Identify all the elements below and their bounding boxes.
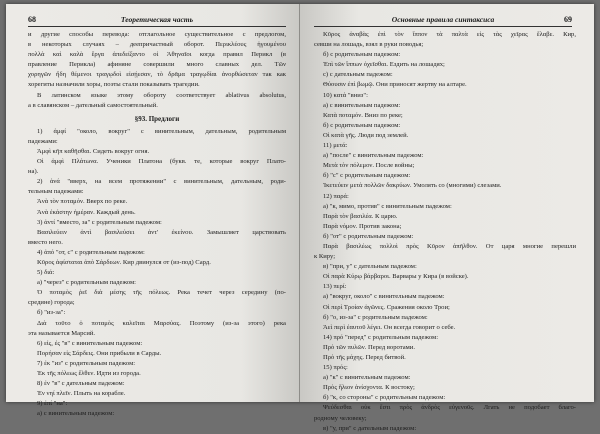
text-line: 10) κατά "вниз":: [323, 91, 368, 99]
left-page-body: [28, 30, 286, 419]
right-page: [300, 4, 594, 432]
text-line: 2) ἀνά "вверх, на всем протяжении" с винительным, дательным, роди-: [37, 178, 286, 186]
text-line: Πρὸ τῶν πυλῶν. Перед воротами.: [323, 343, 415, 351]
text-line: б) "от" с родительным падежом:: [323, 232, 414, 240]
text-line: б) с родительным падежом:: [323, 51, 401, 59]
left-page-number: 68: [28, 15, 36, 24]
text-line: Ἀεὶ περὶ ἐαυτοῦ λέγει. Он всегда говорит о себе.: [323, 323, 456, 331]
text-line: средине) города;: [28, 299, 75, 307]
text-line: 11) μετά:: [323, 142, 348, 150]
text-line: Ἀνὰ ἑκάστην ἡμέραν. Каждый день.: [37, 208, 136, 216]
text-line: Πρὸ τῆς μάχης. Перед битвой.: [323, 354, 406, 361]
text-line: Θύουσιν ἐπὶ βωμῷ. Они приносят жертву на алтаре.: [323, 81, 467, 89]
text-line: Μετὰ τὸν πόλεμον. После войны;: [323, 162, 415, 170]
left-page-title: Теоретическая часть: [120, 15, 194, 24]
text-line: б) "с" с родительным падежом:: [323, 172, 411, 180]
text-line: севши на лошадь, взял в руки поводья;: [314, 41, 424, 49]
text-line: Οἱ ἀμφὶ Πλάτωνα. Ученики Платона (букв. те, которые вокруг Плато-: [37, 158, 286, 166]
text-line: в) "у, при" с дательным падежом:: [323, 424, 417, 432]
text-line: а) "к, мимо, против" с винительным падежом:: [323, 202, 452, 210]
text-line: Ψεύδεσθαι οὐκ ἔστι πρὸς ἀνδρὸς εὐγενοῦς. Лгать не подобает благо-: [323, 404, 576, 412]
text-line: Ὁ ποταμὸς ῥεῖ διὰ μέσης τῆς πόλεως. Река течет через середину (по-: [37, 289, 286, 297]
text-line: в) "при, у" с дательным падежом:: [323, 263, 417, 271]
text-line: б) с родительным падежом:: [323, 121, 401, 129]
text-line: 9) ἐπί "на":: [37, 400, 68, 408]
text-line: Ἀνὰ τὸν ποταμόν. Вверх по реке.: [37, 198, 128, 206]
right-page-body: [314, 30, 576, 434]
text-line: 3) ἀντί "вместо, за" с родительным падежом:: [37, 218, 162, 226]
text-line: б) "из-за":: [37, 309, 66, 317]
text-line: πολλὰ καὶ καλὰ ἔργα ἀπεδείξαντο οἱ Ἀθηναῖοι когда правил Перикл (в: [28, 51, 286, 59]
text-line: Πρὸς ἥλιον ἀνίσχοντα. К востоку;: [323, 384, 415, 392]
text-line: правление Перикла) афиняне совершили много славных дел. Τῶν: [28, 61, 286, 69]
text-line: 12) παρά:: [323, 192, 349, 200]
left-page: [6, 4, 300, 418]
text-line: с) с дательным падежом:: [323, 71, 393, 79]
right-page-header: [314, 14, 572, 27]
text-line: 14) πρό "перед" с родительным падежом:: [323, 333, 439, 341]
text-line: Παρὰ βασιλέως πολλοὶ πρὸς Κῦρον ἀπῆλθον. От царя многие перешли: [323, 242, 576, 250]
text-line: Ἀμφὶ κῆπ καθῆσθαι. Сидеть вокруг огня.: [37, 147, 150, 155]
section-heading: §93. Предлоги: [134, 114, 180, 123]
text-line: б) "о, из-за" с родительным падежом:: [323, 313, 428, 321]
text-line: 4) ἀπό "от, с" с родительным падежом:: [37, 248, 145, 256]
text-line: Ἐπὶ τῶν ἵππων ὀχεῖσθαι. Ездить на лошадях;: [323, 61, 445, 69]
text-line: родному человеку;: [314, 414, 367, 422]
text-line: на).: [28, 168, 39, 176]
text-line: в некоторых случаях – деепричастный оборот. Περικλέους ἡγουμένου: [28, 41, 286, 49]
text-line: Πορήσαν εἰς Σάρδεις. Они прибыли в Сарды.: [37, 349, 162, 357]
text-line: Ἱκετεύειν μετὰ πολλῶν δακρύων. Умолять со (многими) слезами.: [323, 182, 502, 190]
text-line: и другие способы перевода: отглагольное существительное с предлогом,: [28, 31, 286, 38]
text-line: а) "вокруг, около" с винительным падежом:: [323, 293, 445, 301]
text-line: Κῦρος ἀναβὰς ἐπὶ τὸν ἵππον τὰ παλτὰ εἰς τὰς χεῖρας ἔλαβε. Кир,: [323, 31, 576, 38]
text-line: 1) ἀμφί "около, вокруг" с винительным, дательным, родительным: [37, 127, 286, 135]
text-line: Παρὰ νόμον. Против закона;: [323, 222, 402, 230]
text-line: Οἱ περὶ Τροίαν ἀγῶνες. Сражения около Трои;: [323, 303, 450, 311]
text-line: Κῦρος ἀφίσταται ἀπὸ Σάρδεων. Кир двинулся от (из-под) Сард.: [37, 258, 211, 266]
text-line: а) "к" с винительным падежом:: [323, 374, 411, 382]
text-line: Κατὰ ποταμόν. Вниз по реке;: [323, 111, 403, 119]
right-page-number: 69: [564, 15, 572, 24]
text-line: В латинском языке этому обороту соответствует ablativus absolutus,: [37, 91, 286, 99]
right-page-title: Основные правила синтаксиса: [391, 15, 495, 24]
text-line: Ἐν νηί πλεῖν. Плыть на корабле.: [37, 390, 126, 398]
text-line: 5) διά:: [37, 269, 55, 277]
text-line: эта называется Марсий.: [28, 329, 96, 337]
text-line: падежами:: [28, 137, 58, 145]
text-line: 6) εἰς, ἐς "в" с винительным падежом:: [37, 339, 143, 347]
text-line: Ἐκ τῆς πόλεως ἔλθεν. Идти из города.: [37, 370, 141, 377]
left-page-header: [28, 14, 286, 27]
text-line: 8) ἐν "в" с дательным падежом:: [37, 380, 125, 388]
text-line: а) с винительным падежом:: [37, 410, 115, 418]
text-line: б) "к, со стороны" с родительным падежом:: [323, 394, 446, 402]
text-line: 15) πρός:: [323, 364, 348, 372]
text-line: а) с винительным падежом:: [323, 101, 401, 109]
text-line: а) "после" с винительным падежом:: [323, 152, 424, 160]
text-line: а) "через" с родительным падежом:: [37, 279, 137, 287]
text-line: Παρὰ τὸν βασιλέα. К царю.: [323, 212, 398, 220]
text-line: Οἱ κατὰ γῆς. Люди под землей.: [323, 131, 409, 139]
text-line: 13) περί:: [323, 283, 347, 291]
text-line: а в славянском – дательный самостоятельный.: [28, 101, 158, 109]
text-line: χορηγῶν ἤδη θέμενοι τραγῳδοὶ εἰσῄεσαν, τὸ δρᾶμα τραγῳδίαι ἀνορθώσεταν так как: [28, 71, 286, 79]
text-line: Διὰ τοῦτο ὁ ποταμὸς καλεῖται Μαρσύας. Поэтому (из-за этого) река: [37, 319, 286, 327]
text-line: к Киру;: [314, 253, 336, 261]
text-line: Οἱ παρὰ Κύρῳ βάρβαροι. Варвары у Кира (в войске).: [323, 273, 469, 281]
text-line: хорегиты назначили хоры, поэты стали показывать трагедии.: [28, 81, 200, 89]
text-line: 7) ἐκ "из" с родительным падежом:: [37, 359, 136, 367]
text-line: вместо него.: [28, 238, 63, 246]
text-line: Βασιλεύειν ἀντὶ βασιλεύσει ἀντ' ἐκείνου. Замышляет царствовать: [37, 228, 286, 236]
book-spread: [6, 4, 594, 432]
text-line: тельным падежами:: [28, 188, 84, 196]
